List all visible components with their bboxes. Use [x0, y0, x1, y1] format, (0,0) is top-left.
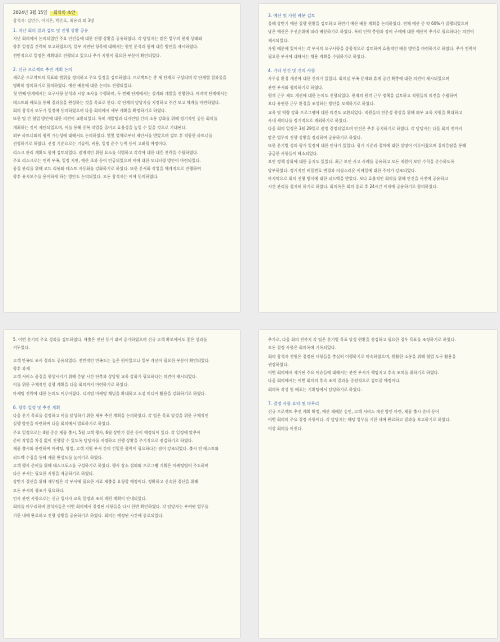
paragraph: [268, 408, 489, 433]
text-line: 올해 상반기 예산 집행 현황을 검토하고 하반기 예산 배분 계획을 논의하였다. 전체 예산 중 약 60%가 집행되었으며: [268, 21, 469, 26]
section-heading: 7. 결정 사항 요약 및 마무리: [268, 401, 320, 407]
section-heading: 4. 기타 안건 및 건의 사항: [268, 68, 316, 74]
text-line: 모든 부서의 협조가 필요하다.: [13, 487, 65, 493]
paragraph: [13, 74, 232, 182]
text-line: 사내 세미나를 정기적으로 개최하기로 하였다.: [268, 117, 348, 123]
paragraph-gap: [13, 182, 232, 186]
paragraph-gap: [13, 60, 232, 64]
page-body: [13, 336, 232, 524]
paragraph: [268, 336, 489, 394]
text-line: 선정하기로 하였다. 선정 기준으로는 기술력, 비용, 일정 준수 능력 등이 고려될 예정이다.: [13, 141, 168, 147]
text-line: 제품 출시와 관련하여 마케팅, 영업, 고객 지원 부서 간의 긴밀한 협력이 필요하다는 점이 강조되었다. 출시 전 테스트와: [13, 446, 219, 452]
text-line: 인사 관련 사항으로는 신규 입사자 교육 일정과 조직 개편 계획이 안내되었다.: [13, 496, 147, 502]
text-line: 첫 번째 단계에서는 요구사항 분석과 시장 조사를 수행하며, 두 번째 단계에서는 설계와 개발을 진행한다. 마지막 단계에서는: [13, 91, 228, 97]
text-line: 주요 일정으로는 4월 중순 제품 출시, 5월 고객 행사, 6월 상반기 결산 등이 예정되어 있다. 각 일정에 맞추어: [13, 429, 201, 435]
text-line: 자원 배분에 있어서는 각 부서의 요구사항을 종합적으로 검토하여 효율적인 배분 방안을 마련하기로 하였다. 추가 인력이: [268, 45, 477, 51]
text-line: 보안 정책 강화에 대한 공지도 있었다. 최근 보안 사고 사례를 공유하고 모든 직원이 보안 수칙을 준수하도록: [268, 159, 455, 165]
header-highlight: 회의록 초안: [50, 11, 78, 16]
document-page-4: [259, 330, 497, 638]
text-line: 모든 결정 사항은 회의록에 기록되었다.: [268, 345, 337, 351]
text-line: 새로운 프로젝트의 목표와 범위를 정의하고 주요 일정을 검토하였다. 프로젝트는 총 세 단계로 구성되며 각 단계별 결과물을: [13, 74, 227, 80]
text-line: 마지막으로 회의 진행 방식에 대한 피드백을 받았다. 보다 효율적인 회의를 위해 안건을 사전에 공유하고: [268, 176, 449, 182]
text-line: 고객 행사 준비를 위해 태스크포스를 구성하기로 하였다. 행사 장소 섭외와 프로그램 기획은 마케팅팀이 주도하며: [13, 462, 209, 468]
text-line: 남은 예산은 우선순위에 따라 배분하기로 하였다. 특히 인력 충원과 장비 구매에 대한 예산이 추가로 필요하다는 의견이: [268, 29, 474, 35]
text-line: 이를 위한 구체적인 실행 계획을 다음 회의까지 마련하기로 하였다.: [13, 382, 129, 388]
text-line: 고객 만족도 조사 결과도 공유되었다. 전반적인 만족도는 높은 편이었으나 일부 개선이 필요한 부분이 확인되었다.: [13, 357, 210, 363]
text-line: 향후 유지보수를 용이하게 하는 방안도 논의되었다. 모든 참석자는 이에 동의하였다.: [13, 174, 159, 180]
text-line: 품질 관리를 위해 코드 리뷰와 테스트 자동화를 강화하기로 하였다. 또한 문서화 작업을 체계적으로 진행하여: [13, 166, 201, 172]
paragraph-gap: [268, 192, 489, 196]
text-line: 마케팅 전략에 대한 논의도 이루어졌다. 디지털 마케팅 채널을 확대하고 소셜 미디어 활용을 강화하기로 하였다.: [13, 390, 206, 396]
text-line: 신규 프로젝트 추진 계획 확정, 예산 재배분 승인, 고객 서비스 개선 방안 마련, 제품 출시 준비 등이: [268, 409, 439, 415]
paragraph: [13, 35, 232, 60]
text-line: 전반적으로 일정은 계획대로 진행되고 있으나 추가 지원이 필요한 부분이 확인되었다.: [13, 52, 161, 58]
text-line: 고객 서비스 품질을 향상시키기 위해 응답 시간 단축과 상담원 교육 강화가 필요하다는 의견이 제시되었다.: [13, 374, 197, 380]
text-line: 회의 참석자 모두가 일정에 동의하였으며 다음 회의에서 세부 계획을 확정하기로 하였다.: [13, 108, 167, 114]
section-heading: 3. 예산 및 자원 배분 검토: [268, 13, 316, 18]
text-line: 다음 회의에서는 이번 회의의 후속 조치 결과를 중점적으로 검토할 예정이다.: [268, 378, 401, 384]
page-subheader: 참석자: 김민수, 이지은, 박준호, 최유리 외 3명: [13, 18, 95, 23]
text-line: 이상 회의를 마친다.: [268, 425, 303, 431]
text-line: 개최하는 것이 제안되었으며, 이를 통해 중복 작업을 줄이고 효율성을 높일 수 있을 것으로 기대된다.: [13, 124, 187, 130]
text-line: 향후 과제: [13, 365, 30, 371]
text-line: 궁금한 사항들이 해소되었다.: [268, 151, 319, 157]
paragraph: [13, 357, 232, 398]
text-line: 리스크 관리 계획도 함께 검토되었다. 잠재적인 위험 요소를 식별하고 각각에 대한 대응 전략을 수립하였다.: [13, 149, 199, 155]
text-line: 다음 회의 일정은 3월 29일로 잠정 결정되었으며 안건은 추후 공지하기로 하였다. 각 담당자는 다음 회의 전까지: [268, 126, 463, 132]
text-line: 관련 부서와 협의하기로 하였다.: [268, 84, 324, 90]
paragraph-gap: [268, 433, 489, 437]
document-page-2: [259, 4, 497, 312]
text-line: 지난 회의에서 논의되었던 주요 안건들에 대한 진행 상황을 공유하였다. 각 담당자는 맡은 업무의 현재 상태와: [13, 36, 203, 41]
paragraph-gap: [268, 61, 489, 65]
page-body: [268, 336, 489, 437]
paragraph: [268, 75, 489, 191]
paragraph: [268, 20, 489, 61]
page-body: [268, 10, 489, 196]
paragraph: [13, 336, 232, 353]
text-line: 시간 관리를 철저히 하기로 하였다. 회의록은 회의 종료 후 24시간 이내에 공유하기로 합의하였다.: [268, 184, 438, 190]
text-line: 또한 분기별 성과 평가 일정에 대한 안내가 있었다. 평가 기준과 절차에 대한 설명이 이루어졌으며 질의응답을 통해: [268, 142, 467, 148]
text-line: 준비 작업을 차질 없이 진행할 수 있도록 담당자를 지정하고 진행 상황을 주기적으로 점검하기로 하였다.: [13, 437, 194, 443]
text-line: 당부하였다. 정기적인 비밀번호 변경과 의심스러운 이메일에 대한 주의가 강조되었다.: [268, 167, 416, 173]
text-line: 권장하였다.: [268, 361, 289, 367]
text-line: 교육 및 역량 강화 프로그램에 대한 의견도 교환되었다. 직원들의 전문성 향상을 위해 외부 교육 지원을 확대하고: [268, 109, 463, 115]
text-line: 주요 리스크로는 인력 부족, 일정 지연, 예산 초과 등이 언급되었으며 이에 대한 모니터링 방안이 마련되었다.: [13, 157, 201, 163]
page-header: [13, 10, 232, 17]
text-line: 명확히 정의하기로 합의하였다. 예산 배분에 대한 논의도 진행되었다.: [13, 83, 133, 89]
text-line: 회의를 마무리하며 참석자들은 이번 회의에서 결정된 사항들을 다시 한번 확인하였다. 각 담당자는 부여된 업무를: [13, 504, 209, 510]
text-line: 5. 이번 분기의 주요 성과를 검토하였다. 매출은 전년 동기 대비 증가하였으며 신규 고객 확보에서도 좋은 성과를: [13, 337, 208, 342]
document-page-3: [4, 330, 240, 638]
text-line: 테스트와 배포를 통해 결과물을 완성하는 것을 목표로 한다. 각 단계의 담당자를 지정하고 주간 보고 체계를 마련하였다.: [13, 99, 221, 105]
text-line: 보다 유연한 근무 환경을 조성하는 방안을 모색하기로 하였다.: [268, 101, 375, 107]
section-heading: 6. 향후 일정 및 추진 계획: [13, 405, 61, 411]
text-line: 추가로, 다음 회의 전까지 각 팀은 분기별 목표 달성 현황을 점검하고 필요한 경우 목표를 조정하기로 하였다.: [268, 337, 456, 342]
page-body: [13, 10, 232, 186]
text-line: 맡은 업무의 진행 상황을 정리하여 공유하기로 하였다.: [268, 134, 362, 140]
text-line: 외부 파트너와의 협력 가능성에 대해서도 논의하였다. 몇몇 업체로부터 제안서를 받았으며 검토 후 적합한 파트너를: [13, 132, 213, 138]
text-line: 회의록 작성 및 배포는 기획팀에서 담당하기로 하였다.: [268, 386, 362, 392]
paragraph: [13, 412, 232, 520]
section-heading: 1. 지난 회의 결과 검토 및 진행 상황 공유: [13, 28, 89, 33]
text-line: 또한 팀 간 협업 방안에 대한 의견이 교환되었다. 특히 개발팀과 디자인팀 간의 소통 강화를 위해 정기적인 공동 회의를: [13, 116, 218, 122]
text-line: 다른 부서는 필요한 지원을 제공하기로 하였다.: [13, 471, 95, 477]
document-page-1: [4, 4, 240, 312]
text-line: 필요한 부서에 대해서는 채용 계획을 수립하기로 하였다.: [268, 54, 366, 60]
text-line: 피드백 수집을 통해 제품 완성도를 높이기로 하였다.: [13, 454, 104, 460]
paragraph-gap: [268, 394, 489, 398]
text-line: 회의 참석자 전원은 결정된 사항들을 충실히 이행하기로 약속하였으며, 원활한 소통을 위해 협업 도구 활용을: [268, 353, 456, 359]
paragraph-gap: [13, 520, 232, 524]
text-line: 이번 회의에서 제기된 주요 이슈들에 대해서는 관련 부서가 책임지고 후속 조치를 취하기로 하였다.: [268, 370, 440, 376]
text-line: 이번 회의의 주요 결정 사항이다. 각 담당자는 해당 업무를 기한 내에 완료하고 결과를 보고하기로 하였다.: [268, 417, 451, 423]
paragraph-gap: [13, 398, 232, 402]
header-date: 2024년 3월 15일: [13, 11, 48, 16]
text-line: 제시되었다.: [268, 37, 289, 43]
text-line: 사무실 환경 개선에 대한 건의가 있었다. 회의실 부족 문제와 휴게 공간 확충에 대한 의견이 제시되었으며: [268, 76, 450, 82]
text-line: 상반기 결산을 위해 재무팀은 각 부서에 필요한 자료 제출을 요청할 예정이다. 정확하고 신속한 결산을 위해: [13, 479, 199, 485]
text-line: 원격 근무 제도 개선에 대한 논의도 진행되었다. 현재의 원격 근무 정책을 검토하고 직원들의 의견을 수렴하여: [268, 93, 458, 99]
section-heading: 2. 신규 프로젝트 추진 계획 논의: [13, 66, 73, 72]
text-line: 향후 일정을 간략히 보고하였으며, 일부 지연된 항목에 대해서는 원인 분석과 함께 대응 방안을 제시하였다.: [13, 44, 199, 50]
text-line: 기한 내에 완료하고 진행 상황을 공유하기로 하였다. 회의는 예정된 시간에 종료되었다.: [13, 512, 164, 518]
text-line: 실행 방안을 마련하여 다음 회의에서 발표하기로 하였다.: [13, 421, 111, 427]
text-line: 다음 분기 목표를 설정하고 이를 달성하기 위한 세부 추진 계획을 논의하였다. 각 팀은 목표 달성을 위한 구체적인: [13, 413, 209, 419]
text-line: 거두었다.: [13, 345, 30, 351]
